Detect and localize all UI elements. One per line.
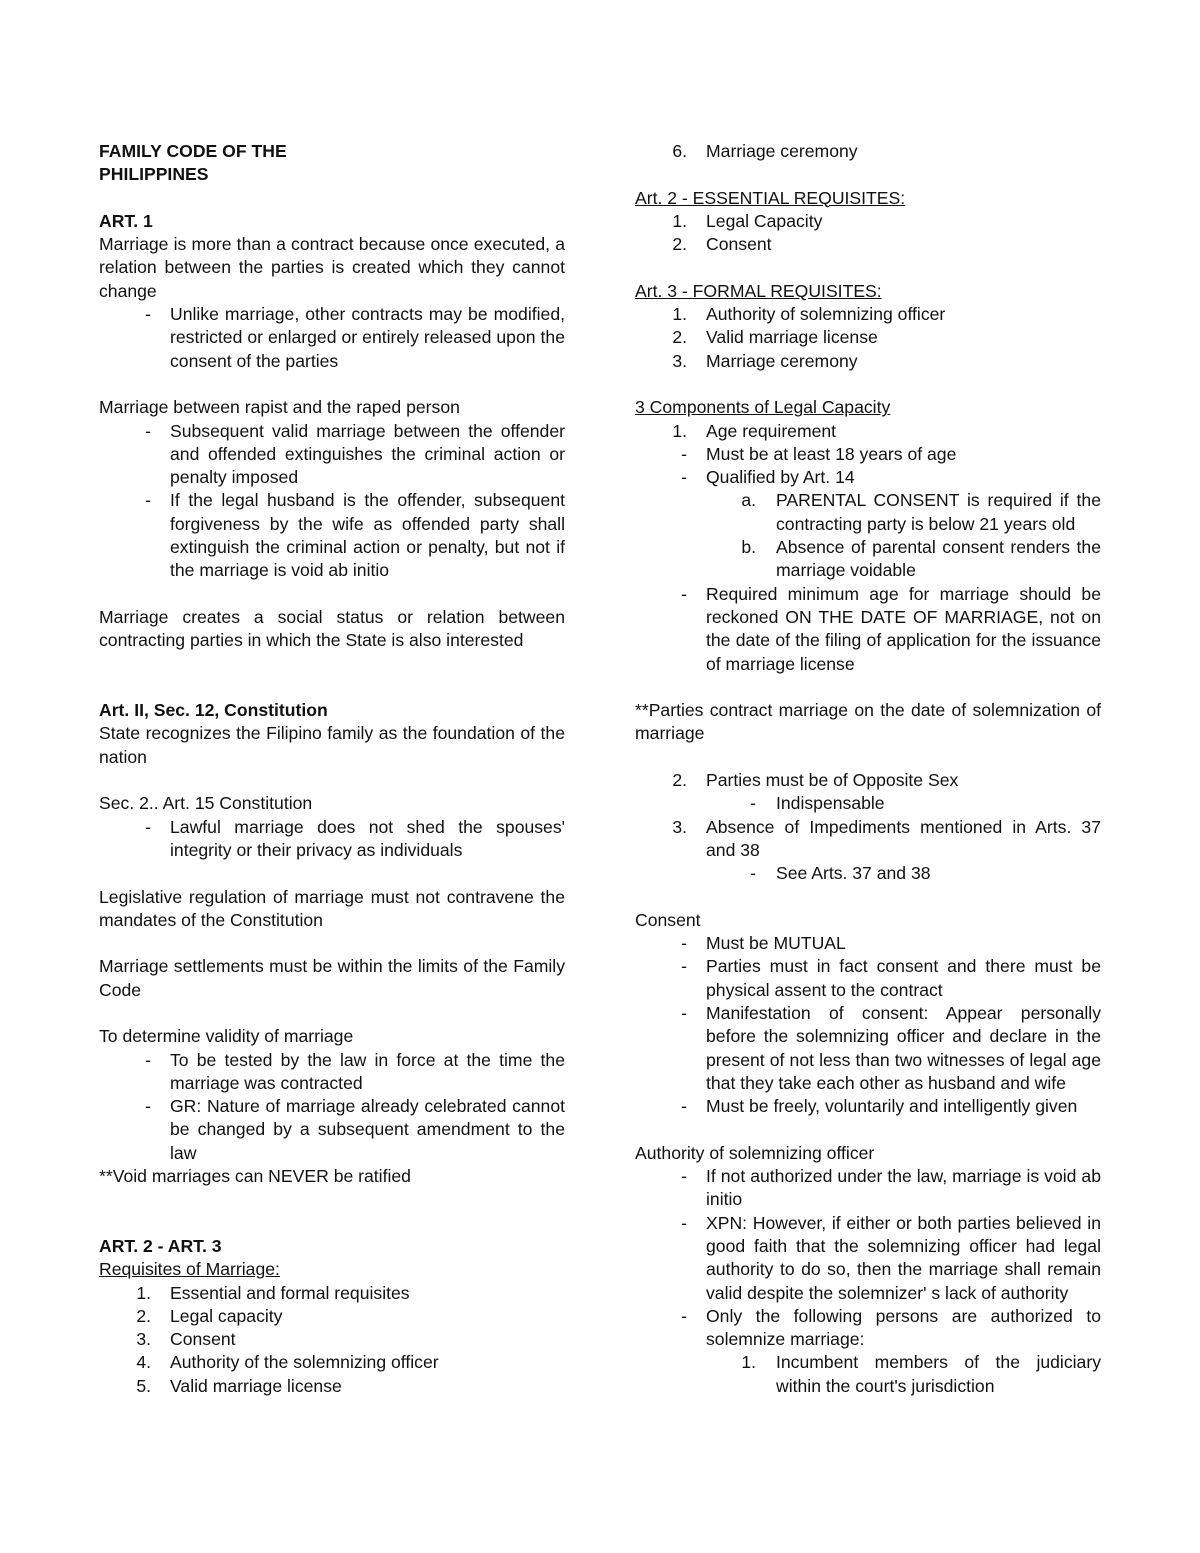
list-item: - Only the following persons are authorized to solemnize marriage: [681, 1305, 1101, 1350]
list-item: - Manifestation of consent: Appear personally before the solemnizing officer and declare in the present of not less than two witnesses of legal age that they take each other as husband and wife [681, 1002, 1101, 1093]
document-title-line-2: PHILIPPINES [99, 164, 209, 185]
validity-paragraph: To determine validity of marriage [99, 1026, 354, 1047]
essential-requisites-heading: Art. 2 - ESSENTIAL REQUISITES: [635, 187, 906, 208]
art1-paragraph: Marriage is more than a contract because once executed, a relation between the parties is created which they cannot change [99, 234, 565, 301]
list-item: - To be tested by the law in force at the time the marriage was contracted [145, 1049, 565, 1093]
list-item: 5. Valid marriage license [136, 1375, 342, 1396]
list-item: - If not authorized under the law, marriage is void ab initio [681, 1166, 1101, 1210]
list-item: 1. Incumbent members of the judiciary within the court's jurisdiction [741, 1352, 1101, 1396]
list-item: 3. Absence of Impediments mentioned in Arts. 37 and 38 [672, 816, 1101, 860]
art1-heading: ART. 1 [99, 210, 153, 231]
list-item: - Unlike marriage, other contracts may be modified, restricted or enlarged or entirely released upon the consent of the parties [145, 304, 565, 371]
authority-heading: Authority of solemnizing officer [635, 1142, 875, 1163]
requisites-heading: Requisites of Marriage: [99, 1259, 280, 1280]
settlements-paragraph: Marriage settlements must be within the limits of the Family Code [99, 956, 565, 1000]
rapist-paragraph: Marriage between rapist and the raped person [99, 397, 460, 418]
list-item: 1. Age requirement [672, 420, 837, 441]
list-item: 2. Legal capacity [136, 1305, 283, 1326]
parties-note: **Parties contract marriage on the date of solemnization of marriage [635, 700, 1101, 744]
list-item: - Must be at least 18 years of age [681, 443, 957, 464]
consent-heading: Consent [635, 909, 701, 930]
list-item: - Indispensable [750, 793, 885, 814]
list-item: - Required minimum age for marriage should be reckoned ON THE DATE OF MARRIAGE, not on the date of the filing of application for the issuance of marriage license [681, 583, 1101, 674]
list-item: - If the legal husband is the offender, subsequent forgiveness by the wife as offended party shall extinguish the criminal action or penalty, but not if the marriage is void ab initio [145, 490, 565, 581]
list-item: a. PARENTAL CONSENT is required if the contracting party is below 21 years old [741, 490, 1101, 534]
sec2-paragraph: Sec. 2.. Art. 15 Constitution [99, 793, 313, 814]
right-column [635, 140, 1101, 1398]
legal-capacity-heading: 3 Components of Legal Capacity [635, 397, 891, 418]
list-item: - GR: Nature of marriage already celebrated cannot be changed by a subsequent amendment to the law [145, 1096, 565, 1163]
list-item: 1. Authority of solemnizing officer [672, 304, 946, 325]
list-item: 2. Valid marriage license [672, 327, 878, 348]
list-item: - See Arts. 37 and 38 [750, 863, 931, 884]
list-item: 4. Authority of the solemnizing officer [136, 1352, 439, 1373]
list-item: 1. Legal Capacity [672, 210, 823, 231]
list-item: 3. Consent [136, 1329, 236, 1350]
list-item: 2. Consent [672, 234, 772, 255]
list-item: - Qualified by Art. 14 [681, 467, 855, 488]
list-item: - Parties must in fact consent and there must be physical assent to the contract [681, 956, 1101, 1000]
list-item: - XPN: However, if either or both parties believed in good faith that the solemnizing officer had legal authority to do so, then the marriage shall remain valid despite the solemnizer' s lack of authority [681, 1212, 1101, 1303]
list-item: 2. Parties must be of Opposite Sex [672, 770, 959, 791]
list-item: - Must be MUTUAL [681, 933, 846, 954]
list-item: - Lawful marriage does not shed the spouses' integrity or their privacy as individuals [145, 816, 565, 860]
art2-art3-heading: ART. 2 - ART. 3 [99, 1235, 222, 1256]
list-item: 1. Essential and formal requisites [136, 1282, 410, 1303]
void-marriages-note: **Void marriages can NEVER be ratified [99, 1166, 411, 1187]
list-item: - Subsequent valid marriage between the offender and offended extinguishes the criminal action or penalty imposed [145, 420, 565, 488]
constitution-paragraph: State recognizes the Filipino family as the foundation of the nation [99, 723, 565, 767]
list-item: 3. Marriage ceremony [672, 350, 858, 371]
list-item: b. Absence of parental consent renders the marriage voidable [741, 537, 1101, 581]
left-column [99, 140, 565, 1398]
constitution-heading: Art. II, Sec. 12, Constitution [99, 700, 328, 721]
social-status-paragraph: Marriage creates a social status or relation between contracting parties in which the State is also interested [99, 606, 565, 651]
list-item: - Must be freely, voluntarily and intelligently given [681, 1096, 1078, 1117]
list-item: 6. Marriage ceremony [672, 141, 858, 161]
legislative-paragraph: Legislative regulation of marriage must not contravene the mandates of the Constitution [99, 886, 565, 930]
formal-requisites-heading: Art. 3 - FORMAL REQUISITES: [635, 280, 882, 301]
document-title-line-1: FAMILY CODE OF THE [99, 141, 287, 161]
